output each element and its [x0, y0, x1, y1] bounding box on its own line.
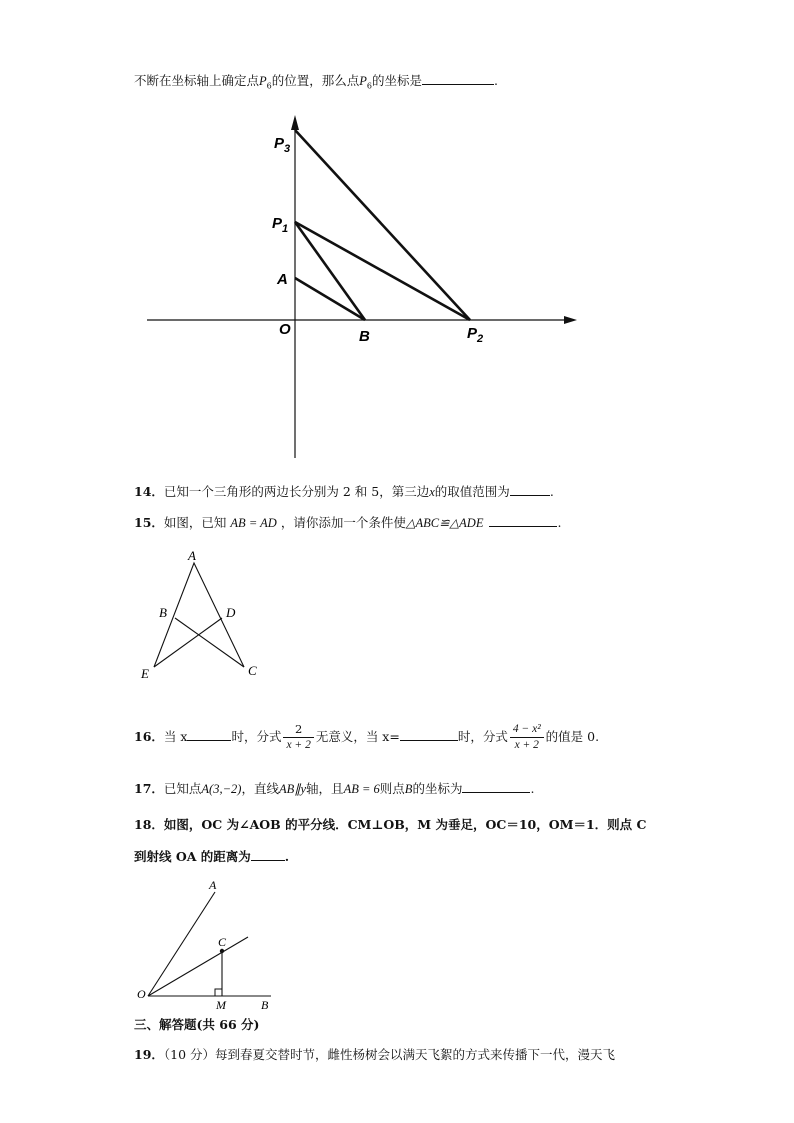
q14-var: x — [429, 485, 435, 499]
q13-text-3: 的坐标是 — [372, 73, 423, 88]
q15-end: . — [557, 515, 562, 530]
right-angle-mark-icon — [215, 989, 222, 996]
label-b: B — [261, 998, 269, 1012]
label-a: A — [209, 878, 217, 892]
q16-text-1: 当 x — [163, 729, 188, 744]
q17-text-4: 则点 — [379, 781, 405, 796]
label-b: B — [359, 328, 370, 345]
label-c: C — [248, 663, 257, 678]
q18-text-2: 到射线 OA 的距离为 — [134, 849, 251, 864]
q17-equation: AB = 6 — [343, 782, 380, 796]
q17-line-ab: AB∥y — [278, 782, 307, 796]
q19-number: 19． — [134, 1047, 164, 1062]
section-heading: 三、解答题(共 66 分) — [134, 1017, 260, 1032]
q15-expression: AB = AD — [230, 516, 277, 530]
label-d: D — [226, 605, 236, 620]
q16-text-3: 无意义，当 x= — [315, 729, 400, 744]
label-o: O — [137, 987, 146, 1001]
q17-point-a: A(3,−2) — [201, 782, 242, 796]
q18-text-1: 如图，OC 为∠AOB 的平分线．CM⊥OB，M 为垂足，OC＝10，OM＝1．则点 C — [163, 817, 647, 832]
q17-text-3: 轴，且 — [306, 781, 344, 796]
q17-text-1: 已知点 — [163, 781, 202, 796]
label-m: M — [216, 998, 226, 1012]
label-p3: $P_3$ — [274, 135, 291, 155]
q18-number: 18． — [134, 817, 164, 832]
q16-number: 16． — [134, 729, 164, 744]
q16-fraction-1-numerator: 2 — [283, 722, 313, 738]
q15-text-2: ，请你添加一个条件使 — [280, 515, 406, 530]
q16-text-5: 的值是 0. — [545, 729, 600, 744]
label-b: B — [159, 605, 167, 620]
q17-end: . — [530, 781, 535, 796]
label-a: A — [277, 271, 288, 288]
q17-number: 17． — [134, 781, 164, 796]
label-p2: $P_2$ — [467, 325, 484, 345]
q13-text-2: 的位置，那么点 — [271, 73, 360, 88]
p6-subscript-2: 6 — [366, 81, 372, 91]
q15-text: 如图，已知 — [163, 515, 227, 530]
label-e: E — [141, 666, 149, 681]
p6-symbol: P — [259, 74, 267, 88]
p6-symbol-2: P — [359, 74, 367, 88]
q13-end: . — [494, 73, 498, 88]
q18-end: . — [284, 849, 290, 864]
q19-text: （10 分）每到春夏交替时节，雌性杨树会以满天飞絮的方式来传播下一代，漫天飞 — [163, 1047, 616, 1062]
q17-text-5: 的坐标为 — [412, 781, 463, 796]
question-19 — [134, 1046, 615, 1064]
q16-text-4: 时，分式 — [457, 729, 508, 744]
q14-number: 14． — [134, 484, 164, 499]
q15-number: 15． — [134, 515, 164, 530]
label-c: C — [218, 935, 227, 949]
q14-text: 已知一个三角形的两边长分别为 2 和 5，第三边 — [163, 484, 430, 499]
label-a: A — [188, 548, 196, 563]
q16-fraction-2-denominator: x + 2 — [514, 739, 539, 751]
q15-congruence: △ABC≌△ADE — [405, 516, 484, 530]
label-origin: O — [279, 321, 291, 338]
q17-text-2: ，直线 — [241, 781, 279, 796]
point-c — [220, 949, 224, 953]
q16-fraction-1-denominator: x + 2 — [286, 739, 311, 751]
q13-text-1: 不断在坐标轴上确定点 — [134, 73, 260, 88]
q16-fraction-2-numerator: 4 − x² — [510, 722, 544, 738]
ray-oa — [148, 892, 215, 996]
p6-subscript: 6 — [266, 81, 272, 91]
q16-text-2: 时，分式 — [231, 729, 282, 744]
q14-text-2: 的取值范围为 — [434, 484, 510, 499]
label-p1: $P_1$ — [272, 215, 289, 235]
q14-end: . — [549, 484, 554, 499]
q17-point-b: B — [404, 782, 413, 796]
ray-oc — [148, 937, 248, 996]
